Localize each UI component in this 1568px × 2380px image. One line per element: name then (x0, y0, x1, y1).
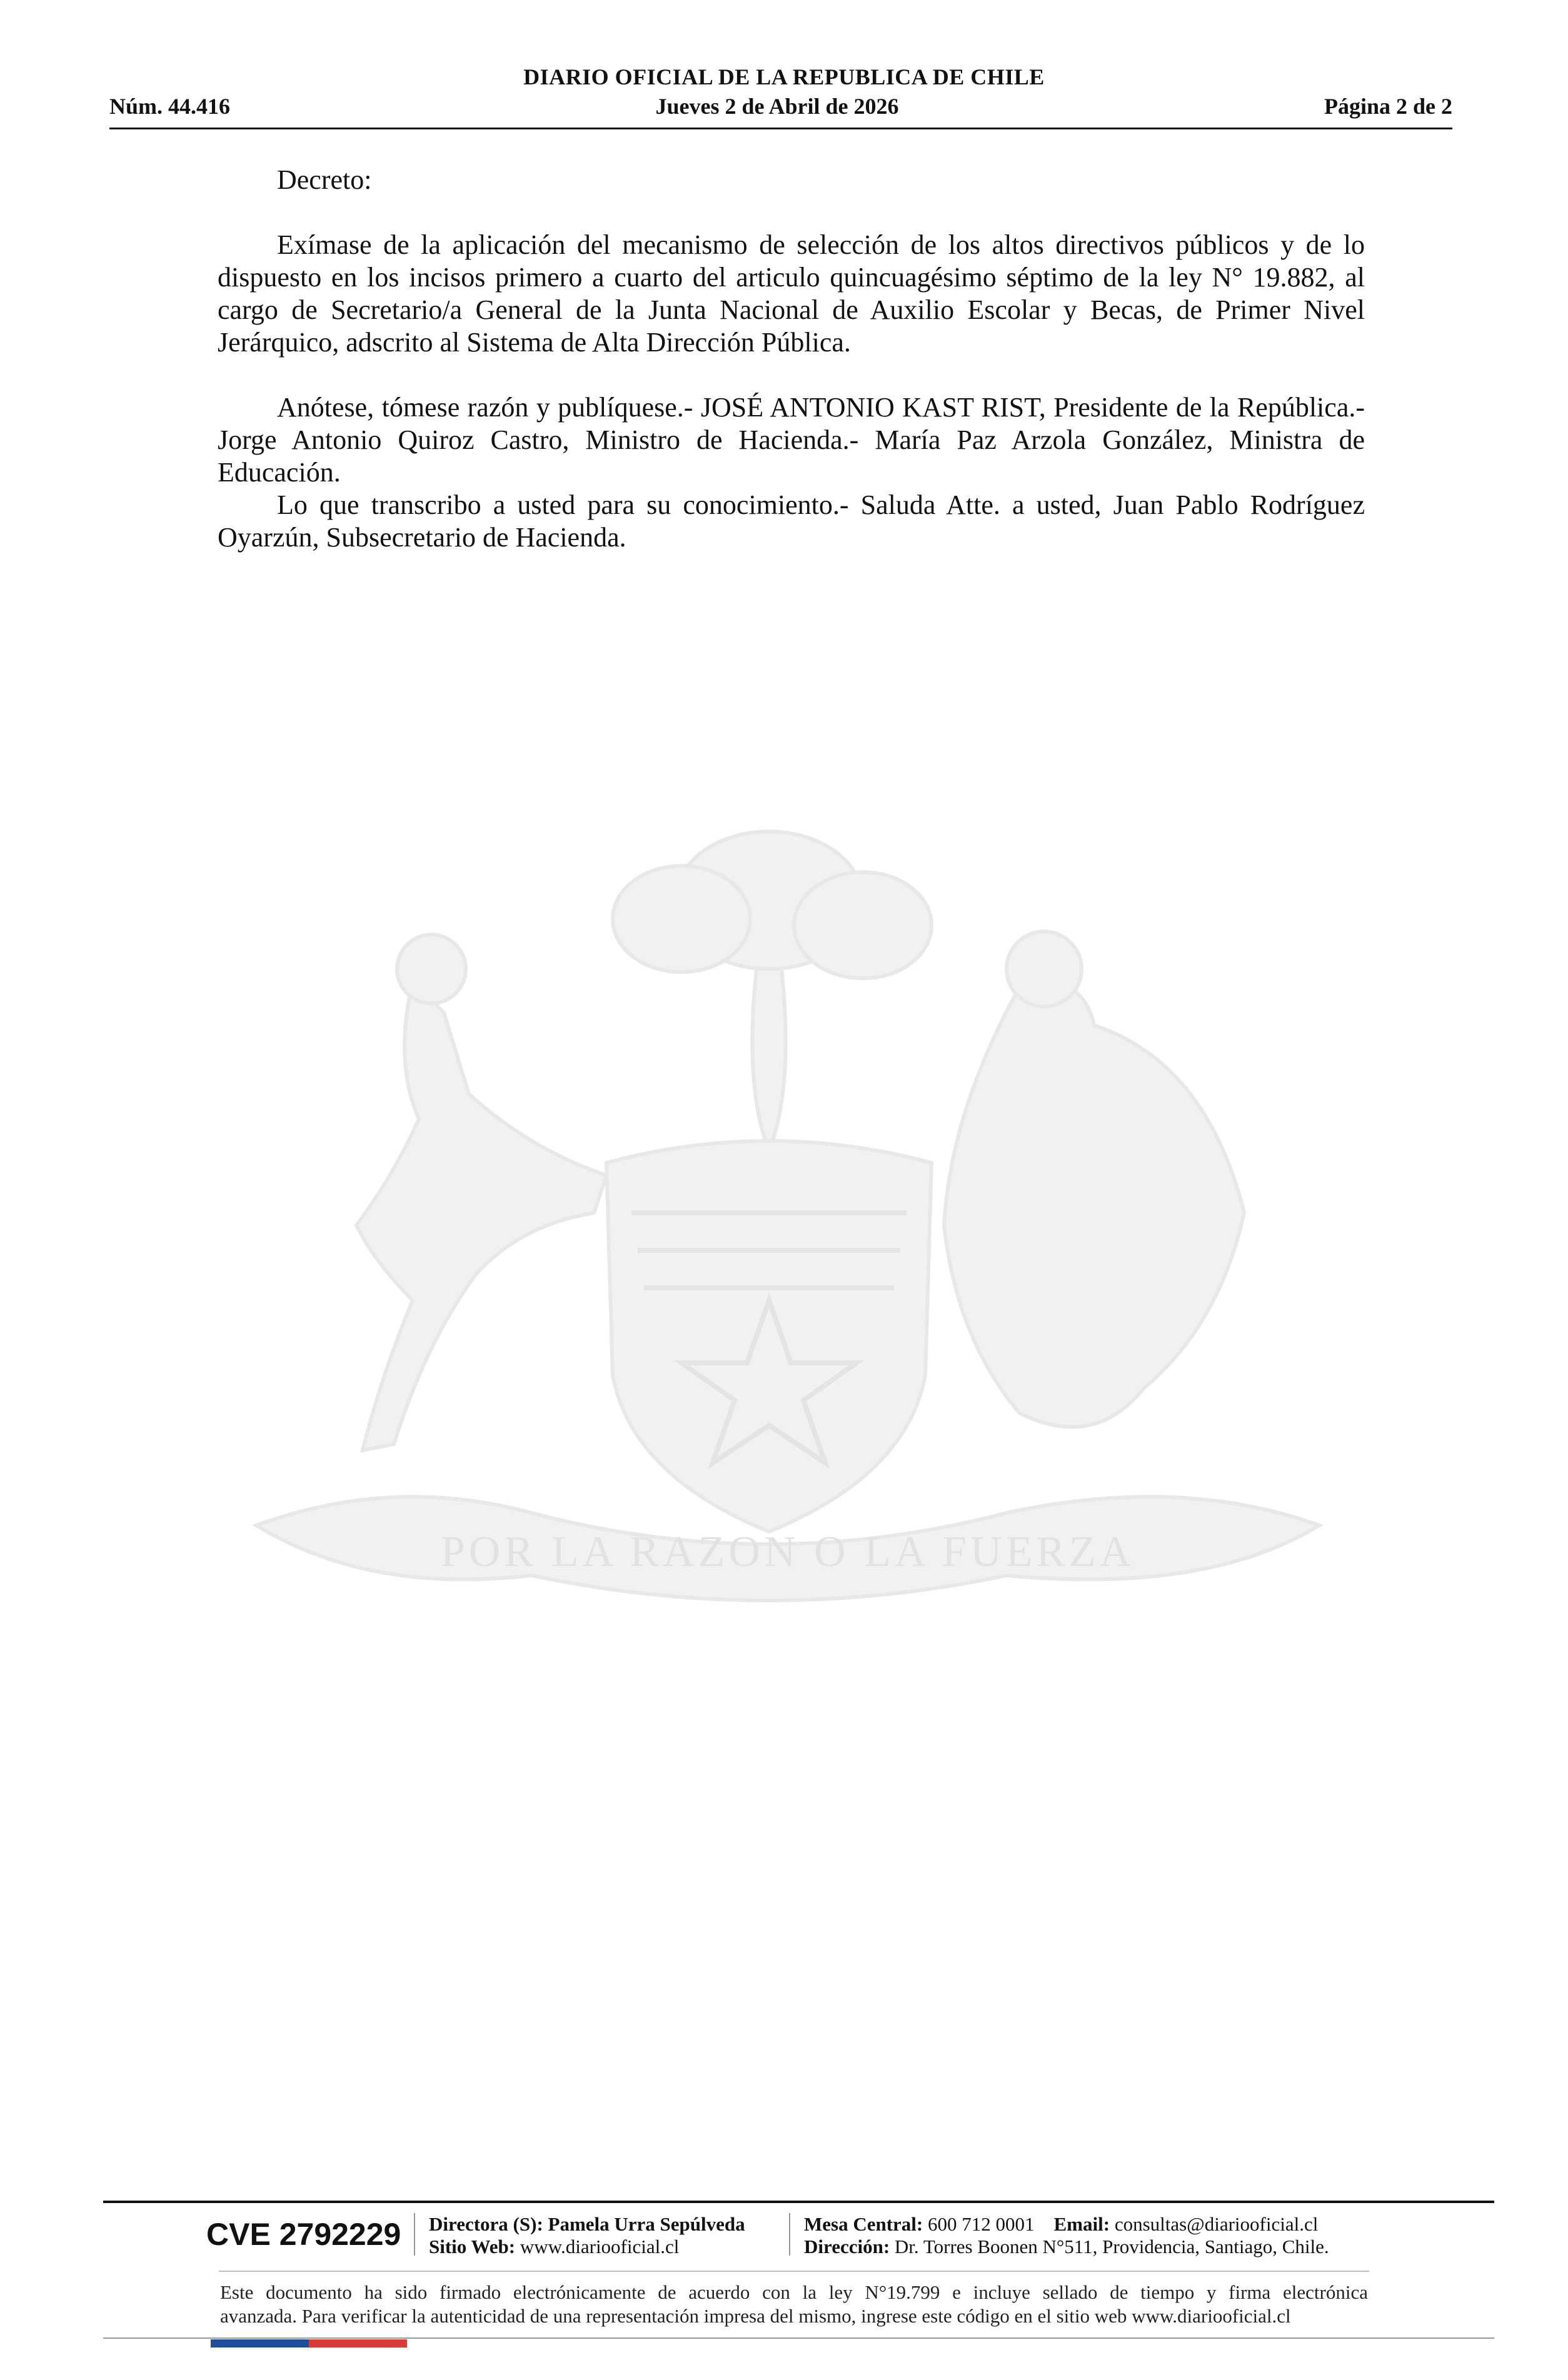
header-row (109, 91, 1452, 121)
legal-notice (220, 2281, 1368, 2328)
email-link[interactable]: consultas@diariooficial.cl (1114, 2213, 1319, 2235)
site-link[interactable]: www.diariooficial.cl (520, 2236, 680, 2257)
flag-stripe-red (309, 2339, 407, 2347)
footer-separator (789, 2213, 790, 2256)
cve-code: CVE 2792229 (206, 2217, 401, 2252)
page-indicator: Página 2 de 2 (1324, 94, 1452, 119)
site-label: Sitio Web: (429, 2236, 516, 2257)
address-value: Dr. Torres Boonen N°511, Providencia, Santiago, Chile. (894, 2236, 1329, 2257)
legal-line-1: Este documento ha sido firmado electrónicamente de acuerdo con la ley N°19.799 e incluye sellado de tiempo y firma electrónica (220, 2281, 1368, 2303)
decree-paragraph: Exímase de la aplicación del mecanismo de selección de los altos directivos públicos y de lo dispuesto en los incisos primero a cuarto del articulo quincuagésimo séptimo de la ley N° 19.882, al cargo de Secretario/a General de la Junta Nacional de Auxilio Escolar y Becas, de Primer Nivel Jerárquico, adscrito al Sistema de Alta Dirección Pública. (218, 229, 1365, 358)
transcription-paragraph: Lo que transcribo a usted para su conocimiento.- Saluda Atte. a usted, Juan Pablo Rodríguez Oyarzún, Subsecretario de Hacienda. (218, 490, 1365, 553)
director-name: Pamela Urra Sepúlveda (548, 2213, 745, 2235)
address-label: Dirección: (804, 2236, 890, 2257)
motto-text: POR LA RAZON O LA FUERZA (440, 1528, 1135, 1576)
header-divider (109, 128, 1452, 129)
decree-body (218, 164, 1365, 554)
director-label: Directora (S): (429, 2213, 543, 2235)
footer-director-block (429, 2213, 745, 2258)
issue-number: Núm. 44.416 (109, 94, 231, 119)
footer-divider-bottom (103, 2337, 1494, 2339)
decree-label: Decreto: (277, 164, 372, 195)
flag-stripe-blue (211, 2339, 309, 2347)
footer-divider-top (103, 2201, 1494, 2203)
issue-date: Jueves 2 de Abril de 2026 (655, 94, 899, 119)
email-label: Email: (1053, 2213, 1110, 2235)
footer-separator (414, 2213, 415, 2256)
footer-divider-mid (219, 2271, 1369, 2272)
publication-title: DIARIO OFICIAL DE LA REPUBLICA DE CHILE (523, 64, 1045, 89)
mesa-label: Mesa Central: (804, 2213, 923, 2235)
signatures-paragraph: Anótese, tómese razón y publíquese.- JOSÉ ANTONIO KAST RIST, Presidente de la República.- Jorge Antonio Quiroz Castro, Ministro de Hacienda.- María Paz Arzola González, Ministra de Educación. (218, 392, 1365, 488)
coat-of-arms-watermark (206, 825, 1369, 1688)
legal-line-2: avanzada. Para verificar la autenticidad de una representación impresa del mismo, ingrese este código en el sitio web www.diariooficial.cl (220, 2305, 1291, 2327)
footer-contact-block (804, 2213, 1329, 2258)
mesa-value: 600 712 0001 (928, 2213, 1035, 2235)
